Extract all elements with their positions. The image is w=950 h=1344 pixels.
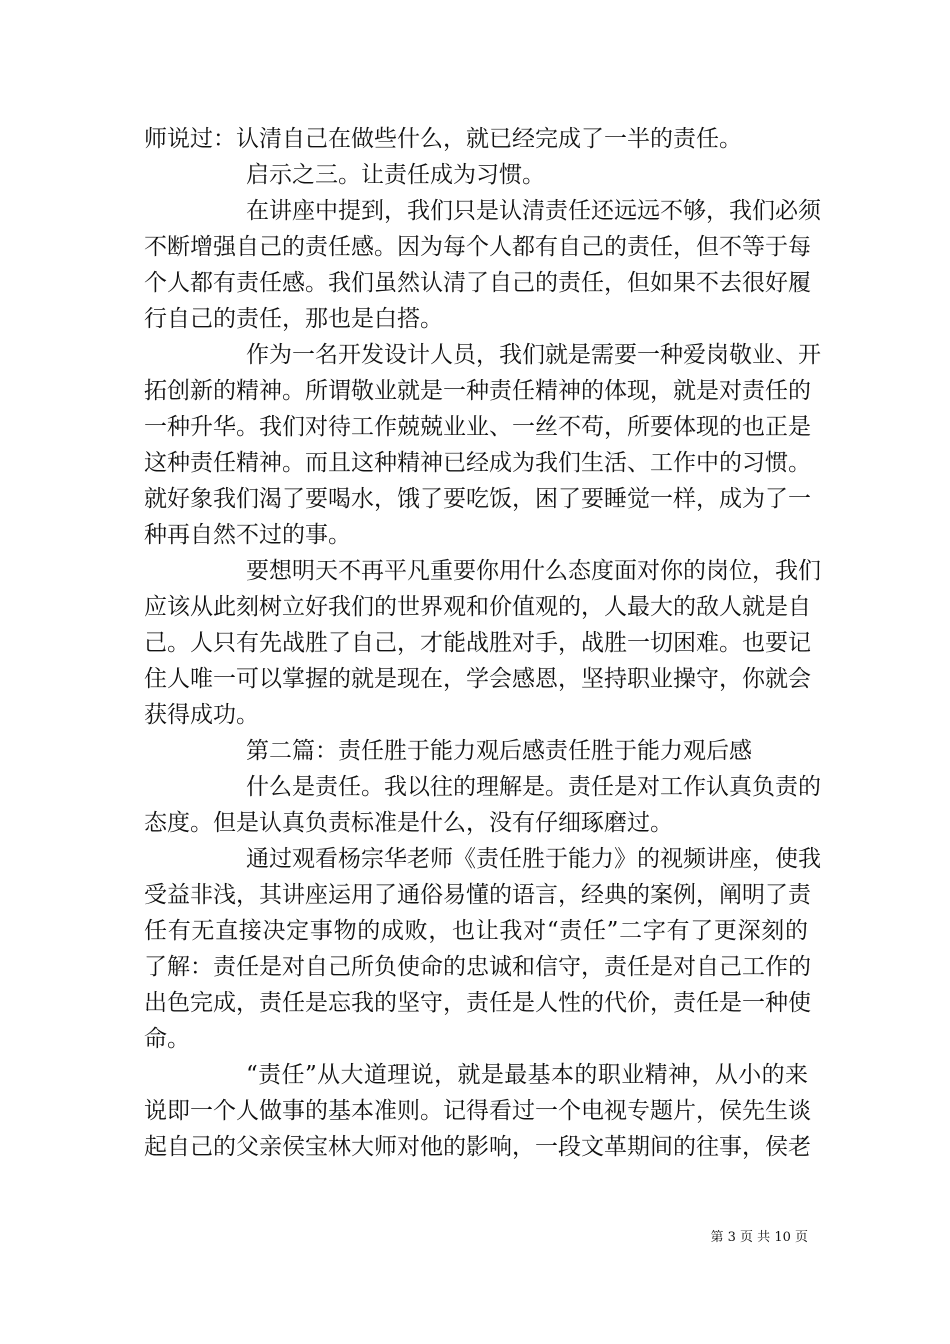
section-heading: 启示之三。让责任成为习惯。 bbox=[246, 162, 545, 188]
text-line: 就好象我们渴了要喝水，饿了要吃饭，困了要睡觉一样，成为了一 bbox=[144, 486, 811, 512]
text-line: 在讲座中提到，我们只是认清责任还远远不够，我们必须 bbox=[246, 198, 821, 224]
text-line: 己。人只有先战胜了自己，才能战胜对手，战胜一切困难。也要记 bbox=[144, 630, 811, 656]
page-number: 第 3 页 共 10 页 bbox=[710, 1230, 808, 1245]
text-line: “责任”从大道理说，就是最基本的职业精神，从小的来 bbox=[246, 1062, 808, 1088]
text-line: 出色完成，责任是忘我的坚守，责任是人性的代价，责任是一种使 bbox=[144, 990, 811, 1016]
text-line: 要想明天不再平凡重要你用什么态度面对你的岗位，我们 bbox=[246, 558, 821, 584]
text-line: 什么是责任。我以往的理解是。责任是对工作认真负责的 bbox=[246, 774, 821, 800]
text-line: 态度。但是认真负责标准是什么，没有仔细琢磨过。 bbox=[144, 810, 673, 836]
section-title: 第二篇：责任胜于能力观后感责任胜于能力观后感 bbox=[246, 738, 752, 764]
text-line: 种再自然不过的事。 bbox=[144, 522, 351, 548]
text-line: 起自己的父亲侯宝林大师对他的影响，一段文革期间的往事，侯老 bbox=[144, 1134, 811, 1160]
text-line: 获得成功。 bbox=[144, 702, 259, 728]
text-line: 应该从此刻树立好我们的世界观和价值观的，人最大的敌人就是自 bbox=[144, 594, 811, 620]
text-line: 说即一个人做事的基本准则。记得看过一个电视专题片，侯先生谈 bbox=[144, 1098, 811, 1124]
text-line: 受益非浅，其讲座运用了通俗易懂的语言，经典的案例，阐明了责 bbox=[144, 882, 811, 908]
text-line: 行自己的责任，那也是白搭。 bbox=[144, 306, 443, 332]
text-line: 通过观看杨宗华老师《责任胜于能力》的视频讲座，使我 bbox=[246, 846, 821, 872]
text-line: 住人唯一可以掌握的就是现在，学会感恩，坚持职业操守，你就会 bbox=[144, 666, 811, 692]
text-line: 不断增强自己的责任感。因为每个人都有自己的责任，但不等于每 bbox=[144, 234, 811, 260]
text-line: 作为一名开发设计人员，我们就是需要一种爱岗敬业、开 bbox=[246, 342, 821, 368]
text-line: 任有无直接决定事物的成败，也让我对“责任”二字有了更深刻的 bbox=[144, 918, 808, 944]
text-line: 个人都有责任感。我们虽然认清了自己的责任，但如果不去很好履 bbox=[144, 270, 811, 296]
text-line: 命。 bbox=[144, 1026, 190, 1052]
text-line: 师说过：认清自己在做些什么，就已经完成了一半的责任。 bbox=[144, 126, 742, 152]
text-line: 拓创新的精神。所谓敬业就是一种责任精神的体现，就是对责任的 bbox=[144, 378, 811, 404]
text-line: 一种升华。我们对待工作兢兢业业、一丝不苟，所要体现的也正是 bbox=[144, 414, 811, 440]
text-line: 这种责任精神。而且这种精神已经成为我们生活、工作中的习惯。 bbox=[144, 450, 811, 476]
text-line: 了解：责任是对自己所负使命的忠诚和信守，责任是对自己工作的 bbox=[144, 954, 811, 980]
